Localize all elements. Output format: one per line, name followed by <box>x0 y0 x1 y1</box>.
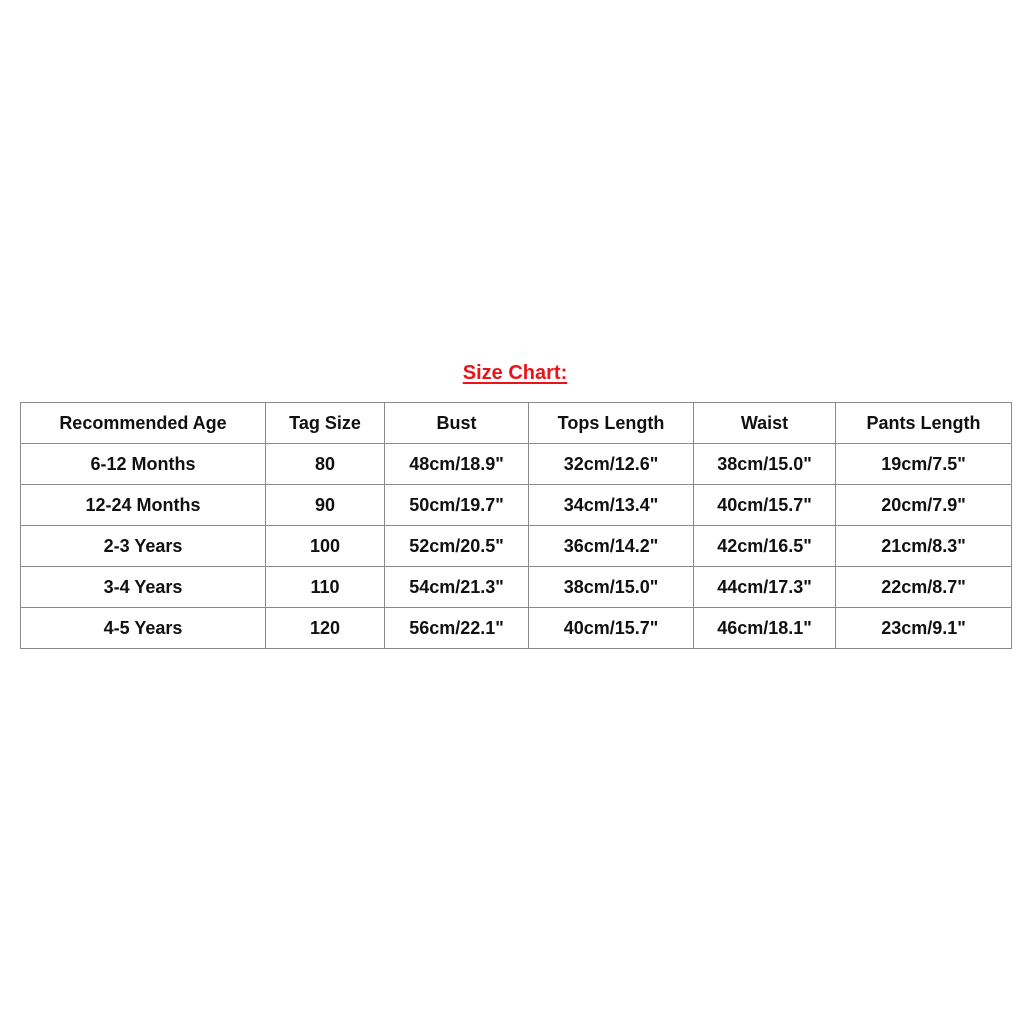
cell-pants-length: 21cm/8.3" <box>836 526 1012 567</box>
cell-bust: 48cm/18.9" <box>385 444 529 485</box>
table-row <box>21 444 1012 485</box>
table-header-row <box>21 403 1012 444</box>
header-waist: Waist <box>694 403 836 444</box>
table-row <box>21 526 1012 567</box>
header-tag-size: Tag Size <box>266 403 385 444</box>
cell-waist: 46cm/18.1" <box>694 608 836 649</box>
cell-pants-length: 23cm/9.1" <box>836 608 1012 649</box>
cell-bust: 54cm/21.3" <box>385 567 529 608</box>
cell-waist: 40cm/15.7" <box>694 485 836 526</box>
header-tops-length: Tops Length <box>529 403 694 444</box>
cell-waist: 42cm/16.5" <box>694 526 836 567</box>
cell-recommended-age: 4-5 Years <box>21 608 266 649</box>
cell-recommended-age: 12-24 Months <box>21 485 266 526</box>
cell-bust: 50cm/19.7" <box>385 485 529 526</box>
size-chart-table <box>20 402 1012 649</box>
cell-tag-size: 100 <box>266 526 385 567</box>
cell-tops-length: 36cm/14.2" <box>529 526 694 567</box>
cell-tag-size: 80 <box>266 444 385 485</box>
cell-bust: 52cm/20.5" <box>385 526 529 567</box>
cell-pants-length: 19cm/7.5" <box>836 444 1012 485</box>
cell-bust: 56cm/22.1" <box>385 608 529 649</box>
table-row <box>21 567 1012 608</box>
table-row <box>21 608 1012 649</box>
cell-tag-size: 90 <box>266 485 385 526</box>
cell-tops-length: 38cm/15.0" <box>529 567 694 608</box>
page-title: Size Chart: <box>462 362 568 384</box>
cell-tops-length: 40cm/15.7" <box>529 608 694 649</box>
cell-pants-length: 22cm/8.7" <box>836 567 1012 608</box>
header-bust: Bust <box>385 403 529 444</box>
cell-waist: 38cm/15.0" <box>694 444 836 485</box>
table-row <box>21 485 1012 526</box>
cell-recommended-age: 6-12 Months <box>21 444 266 485</box>
cell-recommended-age: 3-4 Years <box>21 567 266 608</box>
cell-waist: 44cm/17.3" <box>694 567 836 608</box>
cell-pants-length: 20cm/7.9" <box>836 485 1012 526</box>
cell-tag-size: 110 <box>266 567 385 608</box>
cell-tops-length: 32cm/12.6" <box>529 444 694 485</box>
cell-tops-length: 34cm/13.4" <box>529 485 694 526</box>
header-pants-length: Pants Length <box>836 403 1012 444</box>
cell-tag-size: 120 <box>266 608 385 649</box>
cell-recommended-age: 2-3 Years <box>21 526 266 567</box>
header-recommended-age: Recommended Age <box>21 403 266 444</box>
